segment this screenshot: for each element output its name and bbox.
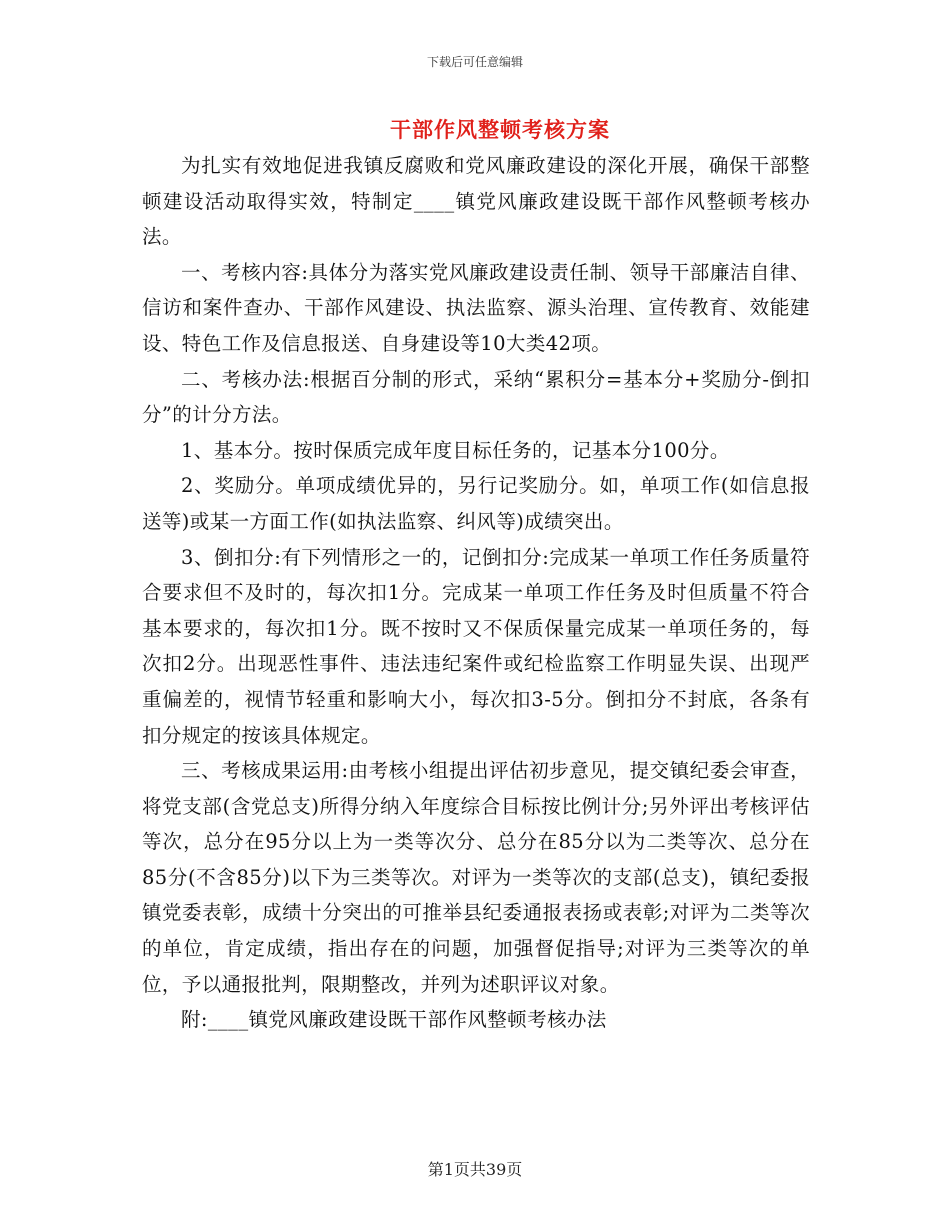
appendix-paragraph: 附:____镇党风廉政建设既干部作风整顿考核办法 xyxy=(181,1008,607,1032)
intro-paragraph: 为扎实有效地促进我镇反腐败和党风廉政建设的深化开展，确保干部整顿建设活动取得实效，特制定____镇党风廉政建设既干部作风整顿考核办法。 xyxy=(142,154,810,249)
document-title: 干部作风整顿考核方案 xyxy=(390,117,610,142)
section-content-paragraph: 一、考核内容:具体分为落实党风廉政建设责任制、领导干部廉洁自律、信访和案件查办、干部作风建设、执法监察、源头治理、宣传教育、效能建设、特色工作及信息报送、自身建设等10大类42项。 xyxy=(142,260,810,355)
page-number: 第1页共39页 xyxy=(427,1160,523,1179)
deduction-paragraph: 3、倒扣分:有下列情形之一的，记倒扣分:完成某一单项工作任务质量符合要求但不及时的，每次扣1分。完成某一单项工作任务及时但质量不符合基本要求的，每次扣1分。既不按时又不保质保量完成某一单项任务的，每次扣2分。出现恶性事件、违法违纪案件或纪检监察工作明显失误、出现严重偏差的，视情节轻重和影响大小，每次扣3-5分。倒扣分不封底，各条有扣分规定的按该具体规定。 xyxy=(142,545,810,747)
bonus-score-paragraph: 2、奖励分。单项成绩优异的，另行记奖励分。如，单项工作(如信息报送等)或某一方面工作(如执法监察、纠风等)成绩突出。 xyxy=(142,474,810,533)
header-note: 下载后可任意编辑 xyxy=(426,55,523,69)
basic-score-paragraph: 1、基本分。按时保质完成年度目标任务的，记基本分100分。 xyxy=(181,438,730,462)
result-application-paragraph: 三、考核成果运用:由考核小组提出评估初步意见，提交镇纪委会审查，将党支部(含党总支)所得分纳入年度综合目标按比例计分;另外评出考核评估等次，总分在95分以上为一类等次分、总分在85分以为二类等次、总分在85分(不含85分)以下为三类等次。对评为一类等次的支部(总支)，镇纪委报镇党委表彰，成绩十分突出的可推举县纪委通报表扬或表彰;对评为二类等次的单位，肯定成绩，指出存在的问题，加强督促指导;对评为三类等次的单位，予以通报批判，限期整改，并列为述职评议对象。 xyxy=(142,759,810,996)
document-body xyxy=(142,148,810,1038)
section-method-paragraph: 二、考核办法:根据百分制的形式，采纳“累积分=基本分+奖励分-倒扣分”的计分方法。 xyxy=(142,367,810,427)
